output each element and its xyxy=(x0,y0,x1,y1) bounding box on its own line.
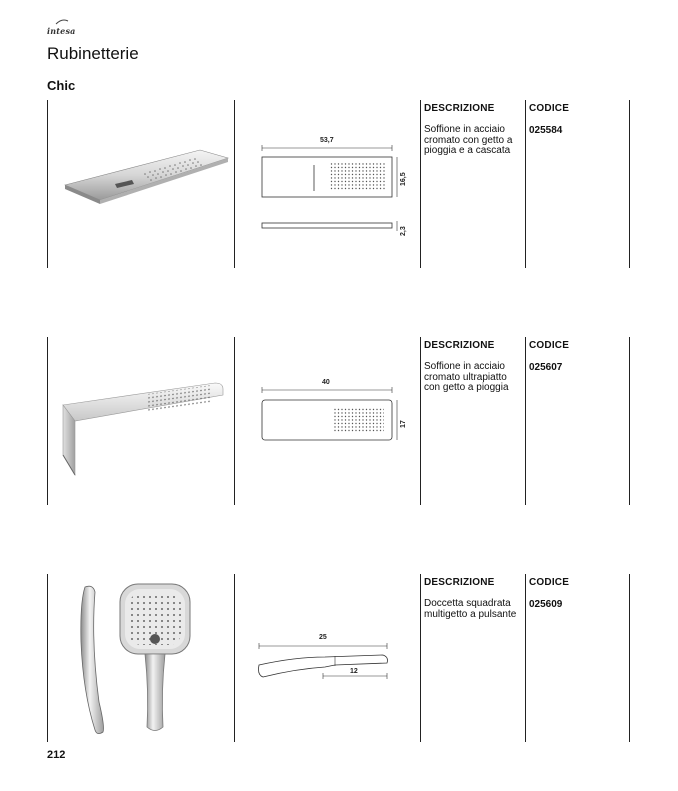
code-header: CODICE xyxy=(529,577,570,588)
row-divider xyxy=(47,337,48,505)
row-divider xyxy=(525,100,526,268)
code-header: CODICE xyxy=(529,103,570,114)
brand-name: intesa xyxy=(47,26,76,36)
row-divider xyxy=(629,337,630,505)
description-header: DESCRIZIONE xyxy=(424,103,495,114)
product-code: 025607 xyxy=(529,362,563,373)
dimension-width: 53,7 xyxy=(320,137,334,144)
description-header: DESCRIZIONE xyxy=(424,340,495,351)
row-divider xyxy=(420,100,421,268)
category-title: Rubinetterie xyxy=(47,44,139,63)
row-divider xyxy=(420,574,421,742)
product-description: Doccetta squadrata multigetto a pulsante xyxy=(424,598,517,620)
technical-drawing-3 xyxy=(255,643,395,683)
row-divider xyxy=(420,337,421,505)
technical-drawing-2 xyxy=(260,387,400,447)
row-divider xyxy=(47,100,48,268)
product-photo-shower-head-cascade xyxy=(60,140,230,210)
dimension-thickness: 2,3 xyxy=(400,226,407,236)
row-divider xyxy=(629,100,630,268)
dimension-height: 16,5 xyxy=(400,172,407,186)
code-header: CODICE xyxy=(529,340,570,351)
brand-logo xyxy=(47,26,76,36)
row-divider xyxy=(234,574,235,742)
product-photo-shower-head-ultrathin xyxy=(55,375,230,485)
product-photo-hand-shower xyxy=(75,582,205,740)
product-line-title: Chic xyxy=(47,78,76,93)
row-divider xyxy=(525,574,526,742)
logo-swoosh-icon xyxy=(55,19,69,25)
row-divider xyxy=(629,574,630,742)
description-header: DESCRIZIONE xyxy=(424,577,495,588)
row-divider xyxy=(234,337,235,505)
row-divider xyxy=(234,100,235,268)
product-description: Soffione in acciaio cromato ultrapiatto con getto a pioggia xyxy=(424,361,509,393)
dimension-head: 12 xyxy=(350,668,358,675)
dimension-length: 25 xyxy=(319,634,327,641)
dimension-height: 17 xyxy=(400,420,407,428)
page-number: 212 xyxy=(47,749,66,761)
product-code: 025609 xyxy=(529,599,563,610)
row-divider xyxy=(525,337,526,505)
dimension-width: 40 xyxy=(322,379,330,386)
product-description: Soffione in acciaio cromato con getto a pioggia e a cascata xyxy=(424,124,513,156)
product-code: 025584 xyxy=(529,125,563,136)
technical-drawing-1 xyxy=(260,145,400,237)
row-divider xyxy=(47,574,48,742)
